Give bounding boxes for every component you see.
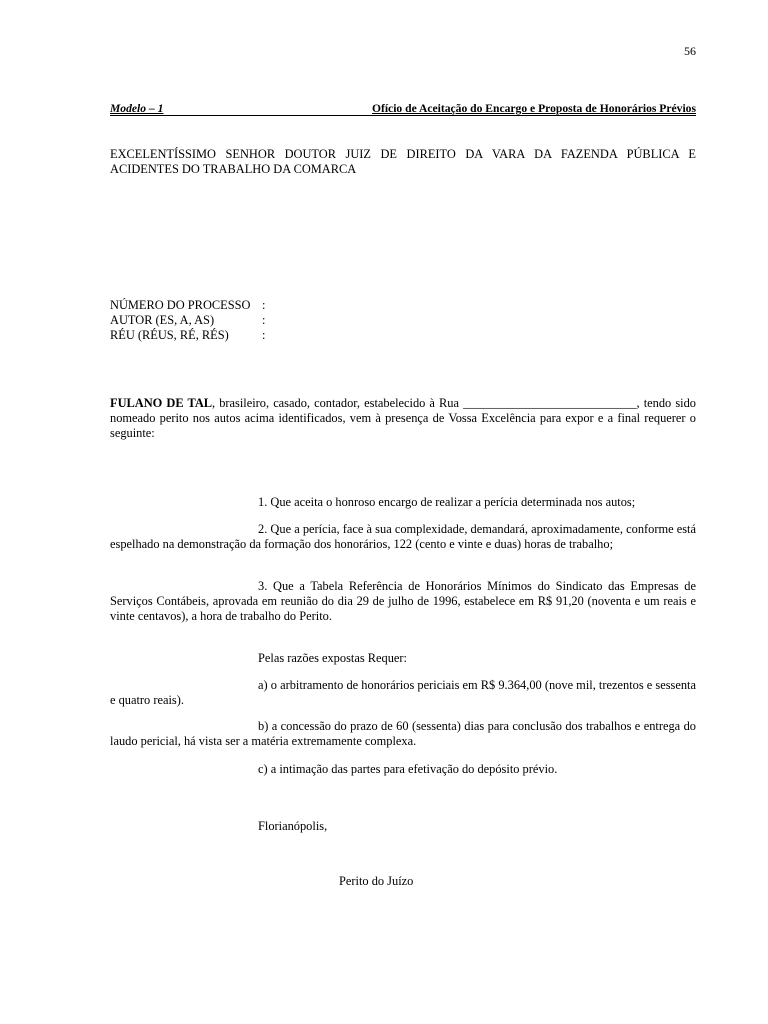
signature-line: Perito do Juízo xyxy=(339,874,414,888)
case-number-separator: : xyxy=(262,298,266,312)
defendant-line xyxy=(110,328,360,343)
header-underline xyxy=(110,115,696,116)
request-c: c) a intimação das partes para efetivação do depósito prévio. xyxy=(258,762,558,776)
page-number: 56 xyxy=(684,44,696,58)
expert-name: FULANO DE TAL xyxy=(110,396,213,410)
defendant-label: RÉU (RÉUS, RÉ, RÉS) xyxy=(110,328,229,342)
place-line: Florianópolis, xyxy=(258,819,328,833)
street-blank: ____________________________ xyxy=(463,396,637,410)
item-2: 2. Que a perícia, face à sua complexidade, demandará, aproximadamente, conforme está espelhado na demonstração da formação dos honorários, 122 (cento e vinte e duas) horas de trabalho; xyxy=(110,522,696,551)
requests-heading: Pelas razões expostas Requer: xyxy=(258,651,407,665)
item-3: 3. Que a Tabela Referência de Honorários Mínimos do Sindicato das Empresas de Serviços Contábeis, aprovada em reunião do dia 29 de julho de 1996, estabelece em R$ 91,20 (noventa e um reais e vinte centavos), a hora de trabalho do Perito. xyxy=(110,579,696,623)
plaintiff-line xyxy=(110,313,360,328)
document-title: Ofício de Aceitação do Encargo e Proposta de Honorários Prévios xyxy=(371,102,696,115)
case-number-label: NÚMERO DO PROCESSO xyxy=(110,298,251,312)
request-a: a) o arbitramento de honorários periciais em R$ 9.364,00 (nove mil, trezentos e sessenta e quatro reais). xyxy=(110,678,696,707)
case-info xyxy=(110,298,360,343)
addressee: EXCELENTÍSSIMO SENHOR DOUTOR JUIZ DE DIREITO DA VARA DA FAZENDA PÚBLICA E ACIDENTES DO TRABALHO DA COMARCA xyxy=(110,147,696,176)
intro-text-start: , brasileiro, casado, contador, estabelecido à Rua xyxy=(212,396,464,410)
intro-paragraph xyxy=(110,396,696,441)
item-1: 1. Que aceita o honroso encargo de realizar a perícia determinada nos autos; xyxy=(258,495,636,509)
model-label: Modelo – 1 xyxy=(110,102,164,115)
plaintiff-label: AUTOR (ES, A, AS) xyxy=(110,313,215,327)
case-number-line xyxy=(110,298,360,313)
defendant-separator: : xyxy=(262,328,266,342)
intro-text-end: , tendo sido nomeado perito nos autos acima identificados, vem à presença de Vossa Excelência para expor e a final requerer o seguinte: xyxy=(110,396,696,440)
request-b: b) a concessão do prazo de 60 (sessenta) dias para conclusão dos trabalhos e entrega do laudo pericial, há vista ser a matéria extremamente complexa. xyxy=(110,719,696,748)
plaintiff-separator: : xyxy=(262,313,266,327)
